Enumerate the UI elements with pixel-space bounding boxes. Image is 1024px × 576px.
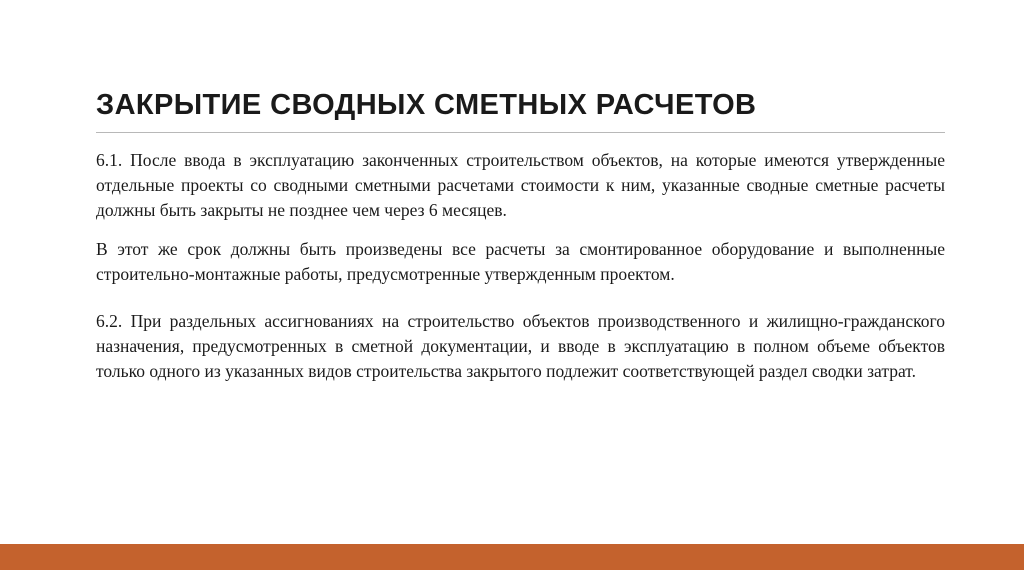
slide-body <box>96 148 945 398</box>
body-paragraph: В этот же срок должны быть произведены все расчеты за смонтированное оборудование и выполненные строительно-монтажные работы, предусмотренные утвержденным проектом. <box>96 239 945 285</box>
page-title: ЗАКРЫТИЕ СВОДНЫХ СМЕТНЫХ РАСЧЕТОВ <box>96 89 757 122</box>
title-divider <box>96 132 945 133</box>
body-paragraph: 6.2. При раздельных ассигнованиях на строительство объектов производственного и жилищно-гражданского назначения, предусмотренных в сметной документации, и вводе в эксплуатацию в полном объеме объектов только одного из указанных видов строительства закрытого подлежит соответствующей раздел сводки затрат. <box>96 311 945 382</box>
footer-accent-bar <box>0 544 1024 570</box>
body-paragraph: 6.1. После ввода в эксплуатацию законченных строительством объектов, на которые имеются утвержденные отдельные проекты со сводными сметными расчетами стоимости к ним, указанные сводные сметные расчеты должны быть закрыты не позднее чем через 6 месяцев. <box>96 150 945 221</box>
